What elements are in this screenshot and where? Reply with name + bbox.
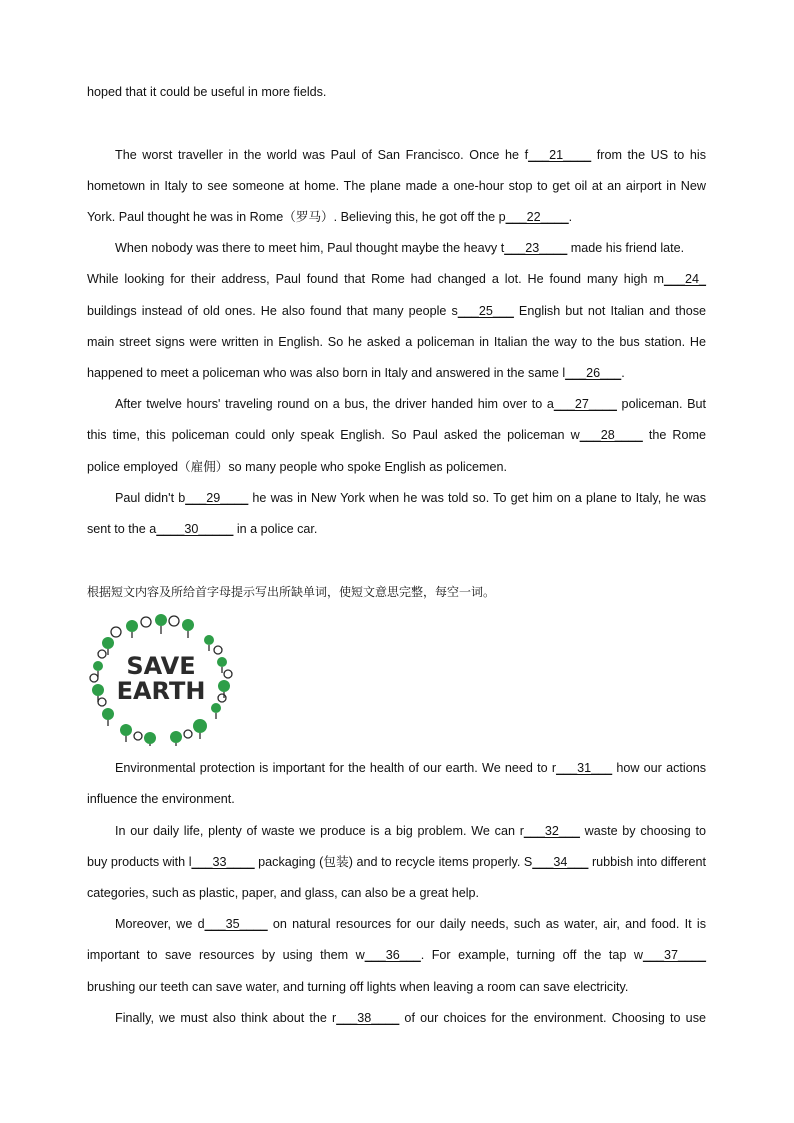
save-earth-logo [88, 610, 234, 746]
blank-29[interactable]: ___29____ [185, 491, 249, 505]
blank-30[interactable]: ____30_____ [156, 522, 234, 536]
text-line: main street signs were written in English. So he asked a policeman in Italian the way to the bus station. He [87, 335, 706, 349]
text-line: buy products with l___33____ packaging (包装) and to recycle items properly. S___34___ rubbish into different [87, 855, 706, 869]
blank-31[interactable]: ___31___ [556, 761, 613, 775]
blank-34[interactable]: ___34___ [532, 855, 589, 869]
blank-28[interactable]: ___28____ [579, 428, 643, 442]
text-line: police employed（雇佣）so many people who spoke English as policemen. [87, 460, 508, 474]
text-line: The worst traveller in the world was Paul of San Francisco. Once he f___21____ from the US to his [115, 148, 706, 162]
logo-text-save: SAVE [126, 652, 196, 680]
text-line: categories, such as plastic, paper, and glass, can also be a great help. [87, 886, 480, 900]
blank-37[interactable]: ___37____ [642, 948, 707, 962]
text-line: hometown in Italy to see someone at home. The plane made a one-hour stop to get oil at an airport in New [87, 179, 706, 193]
text-line [87, 84, 326, 100]
text-line: Environmental protection is important for the health of our earth. We need to r___31___ how our actions [115, 761, 706, 775]
text-line: this time, this policeman could only speak English. So Paul asked the policeman w___28____ the Rome [87, 428, 706, 442]
text-line: Paul didn't b___29____ he was in New York when he was told so. To get him on a plane to Italy, he was [115, 491, 706, 505]
text-line: buildings instead of old ones. He also found that many people s___25___ English but not Italian and those [87, 304, 707, 318]
text-line: influence the environment. [87, 792, 235, 806]
text-line: York. Paul thought he was in Rome（罗马）. Believing this, he got off the p___22____. [87, 210, 573, 224]
instruction-text: 根据短文内容及所给首字母提示写出所缺单词，使短文意思完整，每空一词。 [87, 585, 496, 599]
blank-22[interactable]: ___22____ [505, 210, 569, 224]
blank-38[interactable]: ___38____ [336, 1011, 400, 1025]
blank-26[interactable]: ___26___ [565, 366, 622, 380]
text-line: After twelve hours' traveling round on a bus, the driver handed him over to a___27____ policeman. But [115, 397, 706, 411]
text-line: While looking for their address, Paul found that Rome had changed a lot. He found many high m___24_ [87, 272, 706, 286]
text-line: Moreover, we d___35____ on natural resources for our daily needs, such as water, air, and food. It is [115, 917, 706, 931]
text-line: important to save resources by using them w___36___. For example, turning off the tap w___37____ [87, 948, 707, 962]
blank-27[interactable]: ___27____ [553, 397, 617, 411]
text-line: Finally, we must also think about the r___38____ of our choices for the environment. Choosing to use [115, 1011, 706, 1025]
logo-text-earth: EARTH [116, 677, 206, 705]
text-line: In our daily life, plenty of waste we produce is a big problem. We can r___32___ waste by choosing to [115, 824, 706, 838]
blank-24[interactable]: ___24_ [663, 272, 706, 286]
blank-33[interactable]: ___33____ [191, 855, 255, 869]
blank-21[interactable]: ___21____ [528, 148, 592, 162]
blank-25[interactable]: ___25___ [457, 304, 514, 318]
text-line: brushing our teeth can save water, and turning off lights when leaving a room can save electricity. [87, 980, 629, 994]
blank-35[interactable]: ___35____ [204, 917, 268, 931]
blank-32[interactable]: ___32___ [523, 824, 580, 838]
blank-36[interactable]: ___36___ [364, 948, 421, 962]
text-line: When nobody was there to meet him, Paul thought maybe the heavy t___23____ made his friend late. [115, 241, 685, 255]
paragraph-end-text: hoped that it could be useful in more fields. [87, 85, 327, 99]
blank-23[interactable]: ___23____ [504, 241, 568, 255]
text-line: sent to the a____30_____ in a police car. [87, 522, 318, 536]
text-line: happened to meet a policeman who was also born in Italy and answered in the same l___26___. [87, 366, 625, 380]
